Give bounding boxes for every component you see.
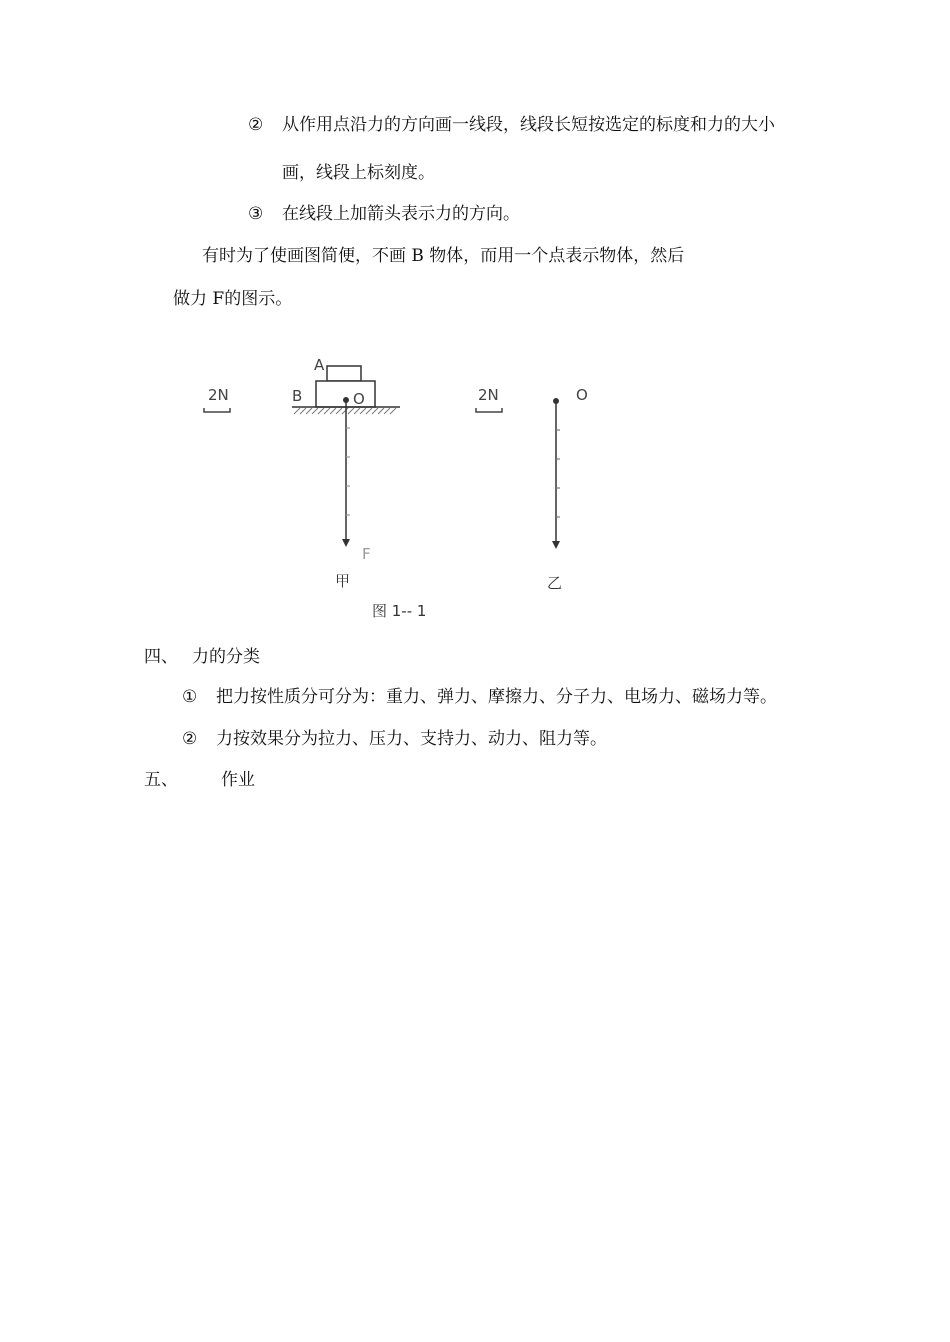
step-2-text: 从作用点沿力的方向画一线段，线段长短按选定的标度和力的大小 (282, 115, 775, 135)
right-scale-label: 2N (478, 386, 499, 404)
left-scale-label: 2N (208, 386, 229, 404)
left-point-label: O (353, 390, 365, 408)
section-5-number: 五、 (144, 770, 178, 790)
item-1-text: 把力按性质分可分为：重力、弹力、摩擦力、分子力、电场力、磁场力等。 (216, 687, 777, 707)
section-4-item-2 (182, 728, 607, 750)
step-2-number: ② (248, 115, 264, 135)
figure-1-1 (190, 348, 630, 628)
block-a (327, 366, 361, 381)
force-diagrams (190, 348, 630, 628)
ground-hatching (294, 408, 396, 414)
item-2-number: ② (182, 729, 198, 749)
section-4-number: 四、 (144, 647, 178, 667)
paragraph-line-1: 有时为了使画图简便，不画 B 物体，而用一个点表示物体，然后 (202, 246, 685, 266)
paragraph-line-2: 做力 F的图示。 (173, 289, 293, 309)
right-arrowhead (552, 541, 560, 549)
section-4-item-1 (182, 686, 777, 708)
force-f-label: F (362, 545, 371, 563)
right-scale-bar (476, 408, 502, 412)
caption-yi: 乙 (547, 574, 563, 592)
item-1-number: ① (182, 687, 198, 707)
section-4-title: 力的分类 (192, 647, 260, 667)
left-scale-bar (204, 408, 230, 412)
step-2-continuation: 画，线段上标刻度。 (282, 163, 435, 183)
section-4-heading (144, 646, 260, 668)
item-2-text: 力按效果分为拉力、压力、支持力、动力、阻力等。 (216, 729, 607, 749)
block-a-label: A (314, 356, 325, 374)
step-3-text: 在线段上加箭头表示力的方向。 (282, 204, 520, 224)
section-5-title: 作业 (221, 770, 255, 790)
figure-title: 图 1-- 1 (372, 602, 427, 620)
section-5-heading (144, 769, 255, 791)
block-b-label: B (292, 387, 303, 405)
caption-jia: 甲 (335, 572, 351, 590)
step-3-number: ③ (248, 204, 264, 224)
step-3 (248, 203, 520, 225)
step-2 (248, 114, 775, 136)
right-point-label: O (576, 386, 588, 404)
left-arrowhead (342, 539, 350, 547)
